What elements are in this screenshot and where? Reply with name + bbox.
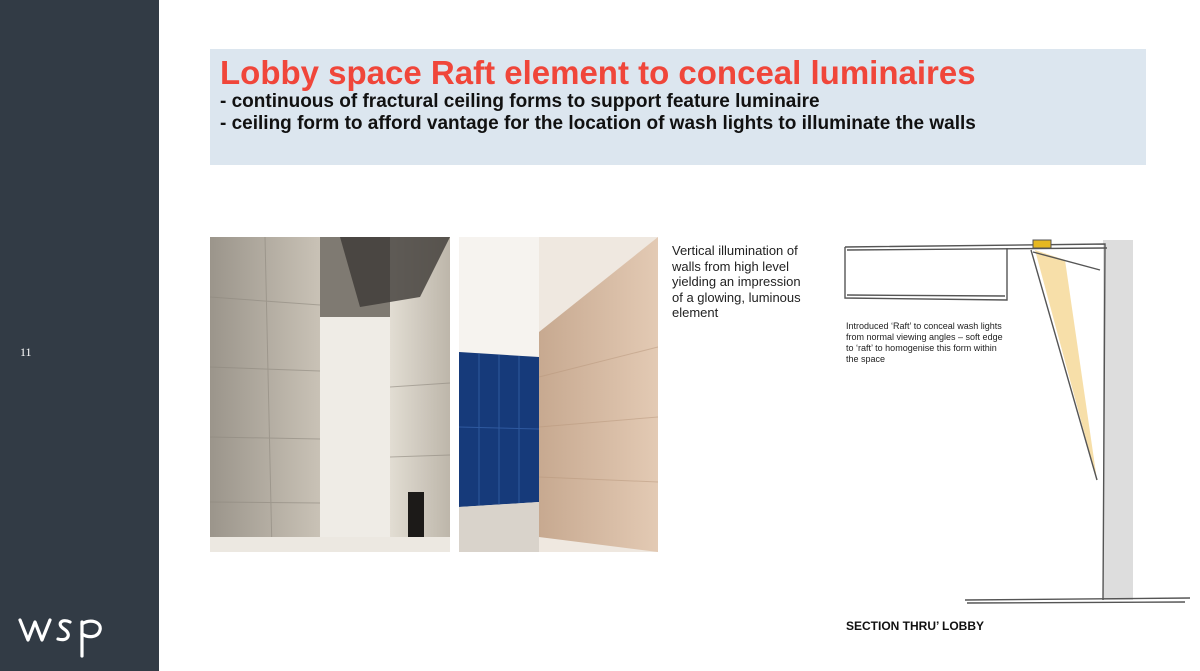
- sidebar: [0, 0, 159, 671]
- slide-title: Lobby space Raft element to conceal luminaires: [220, 54, 976, 91]
- wall-shading: [1103, 240, 1133, 600]
- section-sketch: [835, 230, 1195, 615]
- title-box: [210, 49, 1146, 165]
- sketch-annotation: Introduced ‘Raft’ to conceal wash lights from normal viewing angles – soft edge to ‘raft’ to homogenise this form within the space: [846, 321, 1003, 364]
- bullet-1: - continuous of fractural ceiling forms to support feature luminaire: [220, 91, 820, 112]
- lobby-photo-1: [210, 237, 450, 552]
- page-number: 11: [20, 345, 32, 359]
- description-text: Vertical illumination of walls from high level yielding an impression of a glowing, luminous element: [672, 243, 801, 320]
- wsp-logo: [18, 606, 113, 658]
- wash-light-fixture: [1033, 240, 1051, 248]
- lobby-photo-2: [459, 237, 658, 552]
- section-label: SECTION THRU’ LOBBY: [846, 619, 985, 633]
- bullet-2: - ceiling form to afford vantage for the location of wash lights to illuminate the walls: [220, 113, 976, 134]
